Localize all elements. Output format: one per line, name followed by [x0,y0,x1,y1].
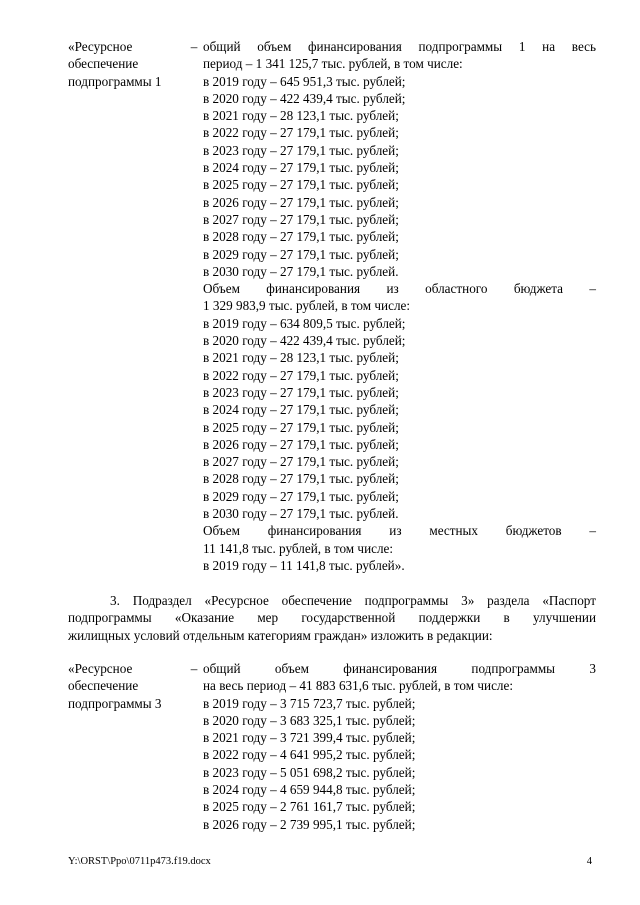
text-line: в 2025 году – 27 179,1 тыс. рублей; [203,177,399,193]
text-line: в 2024 году – 27 179,1 тыс. рублей; [203,402,399,418]
text-line: 11 141,8 тыс. рублей, в том числе: [203,540,394,556]
text-line: в 2027 году – 27 179,1 тыс. рублей; [203,454,399,470]
text-line: в 2023 году – 27 179,1 тыс. рублей; [203,142,399,158]
text-line: в 2026 году – 27 179,1 тыс. рублей; [203,194,399,210]
resource-row-3 [68,660,596,833]
text-line: в 2022 году – 27 179,1 тыс. рублей; [203,367,399,383]
text-line: в 2023 году – 27 179,1 тыс. рублей; [203,384,399,400]
label-dash: – [190,661,198,676]
text-line: 3. Подраздел «Ресурсное обеспечение подпрограммы 3» раздела «Паспорт [110,593,596,608]
text-line: в 2026 году – 2 739 995,1 тыс. рублей; [203,816,416,832]
footer-filename: Y:\ORST\Ppo\0711p473.f19.docx [68,856,211,867]
resource-label-3 [68,660,188,712]
text-line: в 2025 году – 27 179,1 тыс. рублей; [203,419,399,435]
text-line: в 2021 году – 28 123,1 тыс. рублей; [203,108,399,124]
text-line: в 2028 году – 27 179,1 тыс. рублей; [203,229,399,245]
resource-block-3 [68,660,596,833]
text-line: в 2020 году – 422 439,4 тыс. рублей; [203,90,406,106]
text-line: жилищных условий отдельным категориям граждан» изложить в редакции: [68,627,493,643]
text-line: в 2030 году – 27 179,1 тыс. рублей. [203,263,399,279]
text-line: в 2022 году – 4 641 995,2 тыс. рублей; [203,747,416,763]
label-line: подпрограммы 1 [68,73,162,89]
text-line: в 2028 году – 27 179,1 тыс. рублей; [203,471,399,487]
text-line: подпрограммы «Оказание мер государственной поддержки в улучшении [68,610,596,626]
text-line: в 2020 году – 3 683 325,1 тыс. рублей; [203,712,416,728]
resource-content-1 [203,38,596,574]
text-line: в 2019 году – 645 951,3 тыс. рублей; [203,73,406,89]
label-line: «Ресурсное [68,661,133,676]
text-line: Объем финансирования из областного бюджета – [203,281,596,297]
resource-label-1 [68,38,188,90]
text-line: 1 329 983,9 тыс. рублей, в том числе: [203,298,411,314]
text-line: в 2030 году – 27 179,1 тыс. рублей. [203,506,399,522]
label-line: обеспечение [68,56,139,72]
label-dash: – [190,39,198,54]
text-line: в 2020 году – 422 439,4 тыс. рублей; [203,333,406,349]
text-line: в 2019 году – 634 809,5 тыс. рублей; [203,315,406,331]
text-line: в 2019 году – 11 141,8 тыс. рублей». [203,557,405,573]
text-line: в 2025 году – 2 761 161,7 тыс. рублей; [203,799,416,815]
text-line: в 2029 году – 27 179,1 тыс. рублей; [203,246,399,262]
text-line: Объем финансирования из местных бюджетов – [203,523,596,539]
label-line: «Ресурсное [68,39,133,54]
text-line: в 2026 году – 27 179,1 тыс. рублей; [203,436,399,452]
text-line: в 2022 году – 27 179,1 тыс. рублей; [203,125,399,141]
resource-block-1 [68,38,596,574]
text-line: в 2021 году – 28 123,1 тыс. рублей; [203,350,399,366]
resource-row-1 [68,38,596,574]
label-line: подпрограммы 3 [68,695,162,711]
text-line: в 2029 году – 27 179,1 тыс. рублей; [203,488,399,504]
label-line: обеспечение [68,678,139,694]
resource-content-3 [203,660,596,833]
amendment-paragraph [68,592,596,644]
text-line: в 2019 году – 3 715 723,7 тыс. рублей; [203,695,416,711]
text-line: период – 1 341 125,7 тыс. рублей, в том числе: [203,56,463,72]
text-line: в 2023 году – 5 051 698,2 тыс. рублей; [203,764,416,780]
text-line: в 2024 году – 27 179,1 тыс. рублей; [203,160,399,176]
text-line: на весь период – 41 883 631,6 тыс. рублей, в том числе: [203,678,514,694]
page-number: 4 [586,856,592,867]
text-line: общий объем финансирования подпрограммы 1 на весь [203,39,596,54]
text-line: в 2027 году – 27 179,1 тыс. рублей; [203,211,399,227]
text-line: в 2024 году – 4 659 944,8 тыс. рублей; [203,782,416,798]
text-line: в 2021 году – 3 721 399,4 тыс. рублей; [203,730,416,746]
text-line: общий объем финансирования подпрограммы 3 [203,661,596,676]
